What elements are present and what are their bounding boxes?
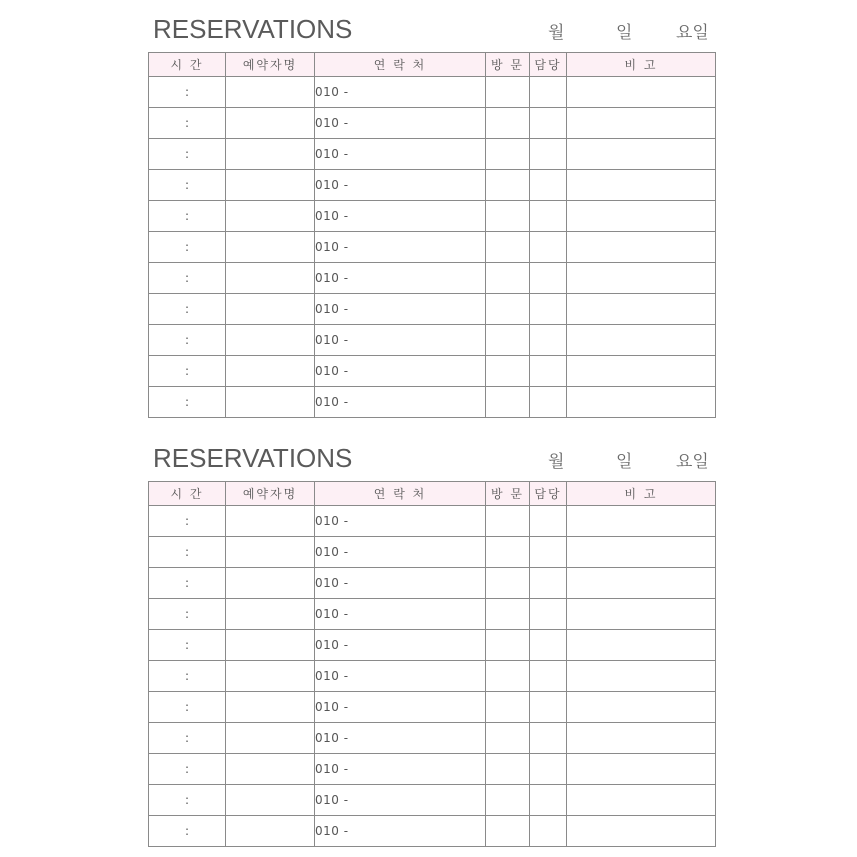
name-cell[interactable] xyxy=(226,785,315,816)
table-row xyxy=(149,630,716,661)
phone-cell[interactable]: 010 - xyxy=(315,537,486,568)
note-cell[interactable] xyxy=(567,506,716,537)
note-cell[interactable] xyxy=(567,139,716,170)
time-cell[interactable]: : xyxy=(149,201,226,232)
visit-cell[interactable] xyxy=(486,263,530,294)
table-row xyxy=(149,599,716,630)
title-bar xyxy=(148,10,715,52)
name-cell[interactable] xyxy=(226,201,315,232)
header-contact: 연 락 처 xyxy=(315,482,486,506)
time-cell[interactable]: : xyxy=(149,692,226,723)
name-cell[interactable] xyxy=(226,568,315,599)
note-cell[interactable] xyxy=(567,630,716,661)
header-note: 비 고 xyxy=(567,482,716,506)
date-day-label: 일 xyxy=(616,452,633,472)
name-cell[interactable] xyxy=(226,506,315,537)
time-cell[interactable]: : xyxy=(149,754,226,785)
name-cell[interactable] xyxy=(226,661,315,692)
note-cell[interactable] xyxy=(567,816,716,847)
visit-cell[interactable] xyxy=(486,506,530,537)
phone-cell[interactable]: 010 - xyxy=(315,77,486,108)
phone-cell[interactable]: 010 - xyxy=(315,294,486,325)
staff-cell[interactable] xyxy=(530,139,567,170)
name-cell[interactable] xyxy=(226,108,315,139)
date-month-label: 월 xyxy=(548,23,565,43)
note-cell[interactable] xyxy=(567,568,716,599)
name-cell[interactable] xyxy=(226,723,315,754)
staff-cell[interactable] xyxy=(530,108,567,139)
table-row xyxy=(149,170,716,201)
visit-cell[interactable] xyxy=(486,754,530,785)
visit-cell[interactable] xyxy=(486,77,530,108)
phone-cell[interactable]: 010 - xyxy=(315,139,486,170)
visit-cell[interactable] xyxy=(486,816,530,847)
header-note: 비 고 xyxy=(567,53,716,77)
name-cell[interactable] xyxy=(226,692,315,723)
phone-cell[interactable]: 010 - xyxy=(315,170,486,201)
date-weekday-label: 요일 xyxy=(676,452,709,472)
note-cell[interactable] xyxy=(567,77,716,108)
visit-cell[interactable] xyxy=(486,108,530,139)
header-row xyxy=(149,482,716,506)
time-cell[interactable]: : xyxy=(149,723,226,754)
time-cell[interactable]: : xyxy=(149,139,226,170)
name-cell[interactable] xyxy=(226,139,315,170)
date-day-label: 일 xyxy=(616,23,633,43)
table-row xyxy=(149,387,716,418)
table-row xyxy=(149,723,716,754)
staff-cell[interactable] xyxy=(530,568,567,599)
note-cell[interactable] xyxy=(567,387,716,418)
name-cell[interactable] xyxy=(226,232,315,263)
table-row xyxy=(149,232,716,263)
staff-cell[interactable] xyxy=(530,325,567,356)
staff-cell[interactable] xyxy=(530,723,567,754)
time-cell[interactable]: : xyxy=(149,387,226,418)
staff-cell[interactable] xyxy=(530,263,567,294)
visit-cell[interactable] xyxy=(486,723,530,754)
staff-cell[interactable] xyxy=(530,754,567,785)
staff-cell[interactable] xyxy=(530,816,567,847)
table-row xyxy=(149,506,716,537)
staff-cell[interactable] xyxy=(530,294,567,325)
note-cell[interactable] xyxy=(567,785,716,816)
table-row xyxy=(149,785,716,816)
table-row xyxy=(149,294,716,325)
visit-cell[interactable] xyxy=(486,661,530,692)
time-cell[interactable]: : xyxy=(149,232,226,263)
visit-cell[interactable] xyxy=(486,692,530,723)
note-cell[interactable] xyxy=(567,108,716,139)
phone-cell[interactable]: 010 - xyxy=(315,692,486,723)
time-cell[interactable]: : xyxy=(149,785,226,816)
visit-cell[interactable] xyxy=(486,201,530,232)
name-cell[interactable] xyxy=(226,294,315,325)
time-cell[interactable]: : xyxy=(149,108,226,139)
name-cell[interactable] xyxy=(226,263,315,294)
phone-cell[interactable]: 010 - xyxy=(315,599,486,630)
staff-cell[interactable] xyxy=(530,630,567,661)
reservation-sheet-2 xyxy=(148,439,715,847)
note-cell[interactable] xyxy=(567,263,716,294)
time-cell[interactable]: : xyxy=(149,356,226,387)
phone-cell[interactable]: 010 - xyxy=(315,630,486,661)
header-row xyxy=(149,53,716,77)
visit-cell[interactable] xyxy=(486,785,530,816)
staff-cell[interactable] xyxy=(530,201,567,232)
name-cell[interactable] xyxy=(226,325,315,356)
phone-cell[interactable]: 010 - xyxy=(315,325,486,356)
staff-cell[interactable] xyxy=(530,356,567,387)
note-cell[interactable] xyxy=(567,599,716,630)
name-cell[interactable] xyxy=(226,630,315,661)
header-staff: 담당 xyxy=(530,53,567,77)
note-cell[interactable] xyxy=(567,723,716,754)
table-row xyxy=(149,201,716,232)
reservation-table xyxy=(148,52,716,418)
phone-cell[interactable]: 010 - xyxy=(315,723,486,754)
staff-cell[interactable] xyxy=(530,692,567,723)
name-cell[interactable] xyxy=(226,599,315,630)
visit-cell[interactable] xyxy=(486,387,530,418)
sheet-title: RESERVATIONS xyxy=(153,443,353,473)
time-cell[interactable]: : xyxy=(149,537,226,568)
title-bar xyxy=(148,439,715,481)
note-cell[interactable] xyxy=(567,661,716,692)
phone-cell[interactable]: 010 - xyxy=(315,568,486,599)
visit-cell[interactable] xyxy=(486,630,530,661)
name-cell[interactable] xyxy=(226,537,315,568)
visit-cell[interactable] xyxy=(486,356,530,387)
time-cell[interactable]: : xyxy=(149,170,226,201)
header-visit: 방 문 xyxy=(486,482,530,506)
note-cell[interactable] xyxy=(567,537,716,568)
table-row xyxy=(149,263,716,294)
time-cell[interactable]: : xyxy=(149,506,226,537)
table-row xyxy=(149,754,716,785)
staff-cell[interactable] xyxy=(530,506,567,537)
table-row xyxy=(149,692,716,723)
staff-cell[interactable] xyxy=(530,599,567,630)
phone-cell[interactable]: 010 - xyxy=(315,263,486,294)
table-row xyxy=(149,356,716,387)
header-time: 시 간 xyxy=(149,53,226,77)
visit-cell[interactable] xyxy=(486,568,530,599)
header-time: 시 간 xyxy=(149,482,226,506)
staff-cell[interactable] xyxy=(530,170,567,201)
phone-cell[interactable]: 010 - xyxy=(315,356,486,387)
header-visit: 방 문 xyxy=(486,53,530,77)
phone-cell[interactable]: 010 - xyxy=(315,506,486,537)
note-cell[interactable] xyxy=(567,692,716,723)
table-row xyxy=(149,139,716,170)
visit-cell[interactable] xyxy=(486,294,530,325)
visit-cell[interactable] xyxy=(486,139,530,170)
time-cell[interactable]: : xyxy=(149,630,226,661)
time-cell[interactable]: : xyxy=(149,263,226,294)
sheet-title: RESERVATIONS xyxy=(153,14,353,44)
note-cell[interactable] xyxy=(567,170,716,201)
reservation-sheet-1 xyxy=(148,10,715,418)
date-weekday-label: 요일 xyxy=(676,23,709,43)
time-cell[interactable]: : xyxy=(149,599,226,630)
table-row xyxy=(149,568,716,599)
name-cell[interactable] xyxy=(226,170,315,201)
time-cell[interactable]: : xyxy=(149,661,226,692)
phone-cell[interactable]: 010 - xyxy=(315,754,486,785)
table-row xyxy=(149,108,716,139)
reservation-table xyxy=(148,481,716,847)
staff-cell[interactable] xyxy=(530,537,567,568)
staff-cell[interactable] xyxy=(530,77,567,108)
note-cell[interactable] xyxy=(567,325,716,356)
phone-cell[interactable]: 010 - xyxy=(315,661,486,692)
visit-cell[interactable] xyxy=(486,325,530,356)
visit-cell[interactable] xyxy=(486,232,530,263)
phone-cell[interactable]: 010 - xyxy=(315,816,486,847)
staff-cell[interactable] xyxy=(530,785,567,816)
phone-cell[interactable]: 010 - xyxy=(315,108,486,139)
phone-cell[interactable]: 010 - xyxy=(315,232,486,263)
note-cell[interactable] xyxy=(567,356,716,387)
note-cell[interactable] xyxy=(567,294,716,325)
name-cell[interactable] xyxy=(226,77,315,108)
header-name: 예약자명 xyxy=(226,53,315,77)
staff-cell[interactable] xyxy=(530,661,567,692)
name-cell[interactable] xyxy=(226,754,315,785)
phone-cell[interactable]: 010 - xyxy=(315,387,486,418)
phone-cell[interactable]: 010 - xyxy=(315,785,486,816)
name-cell[interactable] xyxy=(226,816,315,847)
table-row xyxy=(149,661,716,692)
visit-cell[interactable] xyxy=(486,170,530,201)
table-row xyxy=(149,537,716,568)
table-row xyxy=(149,816,716,847)
staff-cell[interactable] xyxy=(530,387,567,418)
time-cell[interactable]: : xyxy=(149,816,226,847)
table-row xyxy=(149,77,716,108)
header-staff: 담당 xyxy=(530,482,567,506)
note-cell[interactable] xyxy=(567,232,716,263)
staff-cell[interactable] xyxy=(530,232,567,263)
note-cell[interactable] xyxy=(567,201,716,232)
date-month-label: 월 xyxy=(548,452,565,472)
header-name: 예약자명 xyxy=(226,482,315,506)
time-cell[interactable]: : xyxy=(149,77,226,108)
name-cell[interactable] xyxy=(226,387,315,418)
visit-cell[interactable] xyxy=(486,537,530,568)
time-cell[interactable]: : xyxy=(149,294,226,325)
note-cell[interactable] xyxy=(567,754,716,785)
time-cell[interactable]: : xyxy=(149,325,226,356)
phone-cell[interactable]: 010 - xyxy=(315,201,486,232)
time-cell[interactable]: : xyxy=(149,568,226,599)
name-cell[interactable] xyxy=(226,356,315,387)
header-contact: 연 락 처 xyxy=(315,53,486,77)
table-row xyxy=(149,325,716,356)
visit-cell[interactable] xyxy=(486,599,530,630)
